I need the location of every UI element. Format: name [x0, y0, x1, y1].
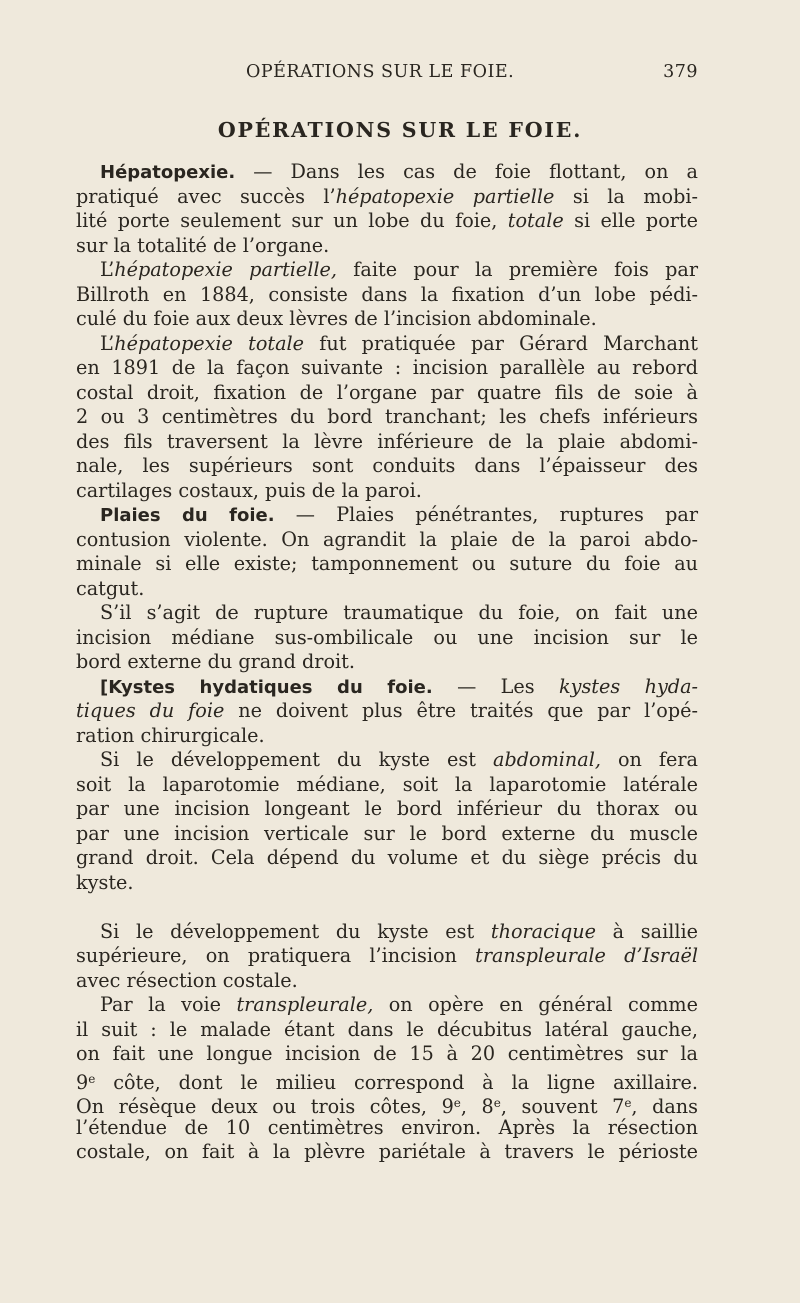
text-line: bord externe du grand droit.: [76, 650, 355, 673]
text-line: kyste.: [76, 870, 134, 894]
text-line: cartilages costaux, puis de la paroi.: [76, 478, 422, 502]
text-line: 2 ou 3 centimètres du bord tranchant; les chefs inférieurs: [76, 405, 698, 428]
text-line: incision médiane sus-ombilicale ou une incision sur le: [76, 625, 698, 649]
text-line: catgut.: [76, 576, 145, 600]
text-line: minale si elle existe; tamponnement ou suture du foie au: [76, 552, 698, 575]
text-line: lité porte seulement sur un lobe du foie, totale si elle porte: [76, 209, 698, 232]
body-text: [76, 160, 698, 1165]
text-line: L’hépatopexie totale fut pratiquée par Gérard Marchant: [100, 331, 698, 355]
text-line: des fils traversent la lèvre inférieure de la plaie abdomi-: [76, 429, 698, 453]
text-line: Plaies du foie. — Plaies pénétrantes, ruptures par: [100, 503, 698, 526]
text-line: S’il s’agit de rupture traumatique du foie, on fait une: [100, 601, 698, 624]
text-line: sur la totalité de l’organe.: [76, 233, 330, 257]
text-line: contusion violente. On agrandit la plaie de la paroi abdo-: [76, 527, 698, 551]
text-line: Si le développement du kyste est abdominal, on fera: [100, 748, 698, 771]
text-line: Par la voie transpleurale, on opère en général comme: [100, 993, 698, 1016]
text-line: nale, les supérieurs sont conduits dans l’épaisseur des: [76, 454, 698, 477]
text-line: pratiqué avec succès l’hépatopexie partielle si la mobi-: [76, 184, 698, 208]
running-head: [76, 62, 698, 88]
text-line: costal droit, fixation de l’organe par quatre fils de soie à: [76, 380, 698, 404]
text-line: il suit : le malade étant dans le décubitus latéral gauche,: [76, 1017, 698, 1041]
text-line: par une incision longeant le bord inférieur du thorax ou: [76, 797, 698, 820]
text-line: Billroth en 1884, consiste dans la fixation d’un lobe pédi-: [76, 282, 698, 306]
text-line: Si le développement du kyste est thoracique à saillie: [100, 919, 698, 943]
text-line: ration chirurgicale.: [76, 723, 265, 747]
running-title: OPÉRATIONS SUR LE FOIE.: [246, 62, 515, 82]
paragraph-heading: Plaies du foie.: [100, 505, 275, 526]
text-line: 9e côte, dont le milieu correspond à la ligne axillaire.: [76, 1070, 698, 1094]
text-line: [Kystes hydatiques du foie. — Les kystes hyda-: [100, 674, 698, 698]
text-line: par une incision verticale sur le bord externe du muscle: [76, 821, 698, 845]
paragraph-heading: [Kystes hydatiques du foie.: [100, 676, 433, 698]
text-line: supérieure, on pratiquera l’incision transpleurale d’Israël: [76, 944, 698, 967]
text-line: avec résection costale.: [76, 968, 298, 992]
text-line: on fait une longue incision de 15 à 20 centimètres sur la: [76, 1042, 698, 1065]
text-line: grand droit. Cela dépend du volume et du siège précis du: [76, 846, 698, 869]
text-line: costale, on fait à la plèvre pariétale à travers le périoste: [76, 1140, 698, 1163]
text-line: L’hépatopexie partielle, faite pour la première fois par: [100, 258, 698, 281]
text-line: On résèque deux ou trois côtes, 9e, 8e, souvent 7e, dans: [76, 1095, 698, 1118]
text-line: Hépatopexie. — Dans les cas de foie flottant, on a: [100, 160, 698, 183]
page-number: 379: [663, 62, 698, 82]
paragraph-heading: Hépatopexie.: [100, 162, 236, 183]
section-title: OPÉRATIONS SUR LE FOIE.: [217, 118, 583, 142]
text-line: en 1891 de la façon suivante : incision parallèle au rebord: [76, 356, 698, 379]
text-line: culé du foie aux deux lèvres de l’incision abdominale.: [76, 307, 597, 330]
text-line: tiques du foie ne doivent plus être traités que par l’opé-: [76, 699, 698, 722]
text-line: soit la laparotomie médiane, soit la laparotomie latérale: [76, 772, 698, 796]
text-line: l’étendue de 10 centimètres environ. Après la résection: [76, 1115, 698, 1139]
